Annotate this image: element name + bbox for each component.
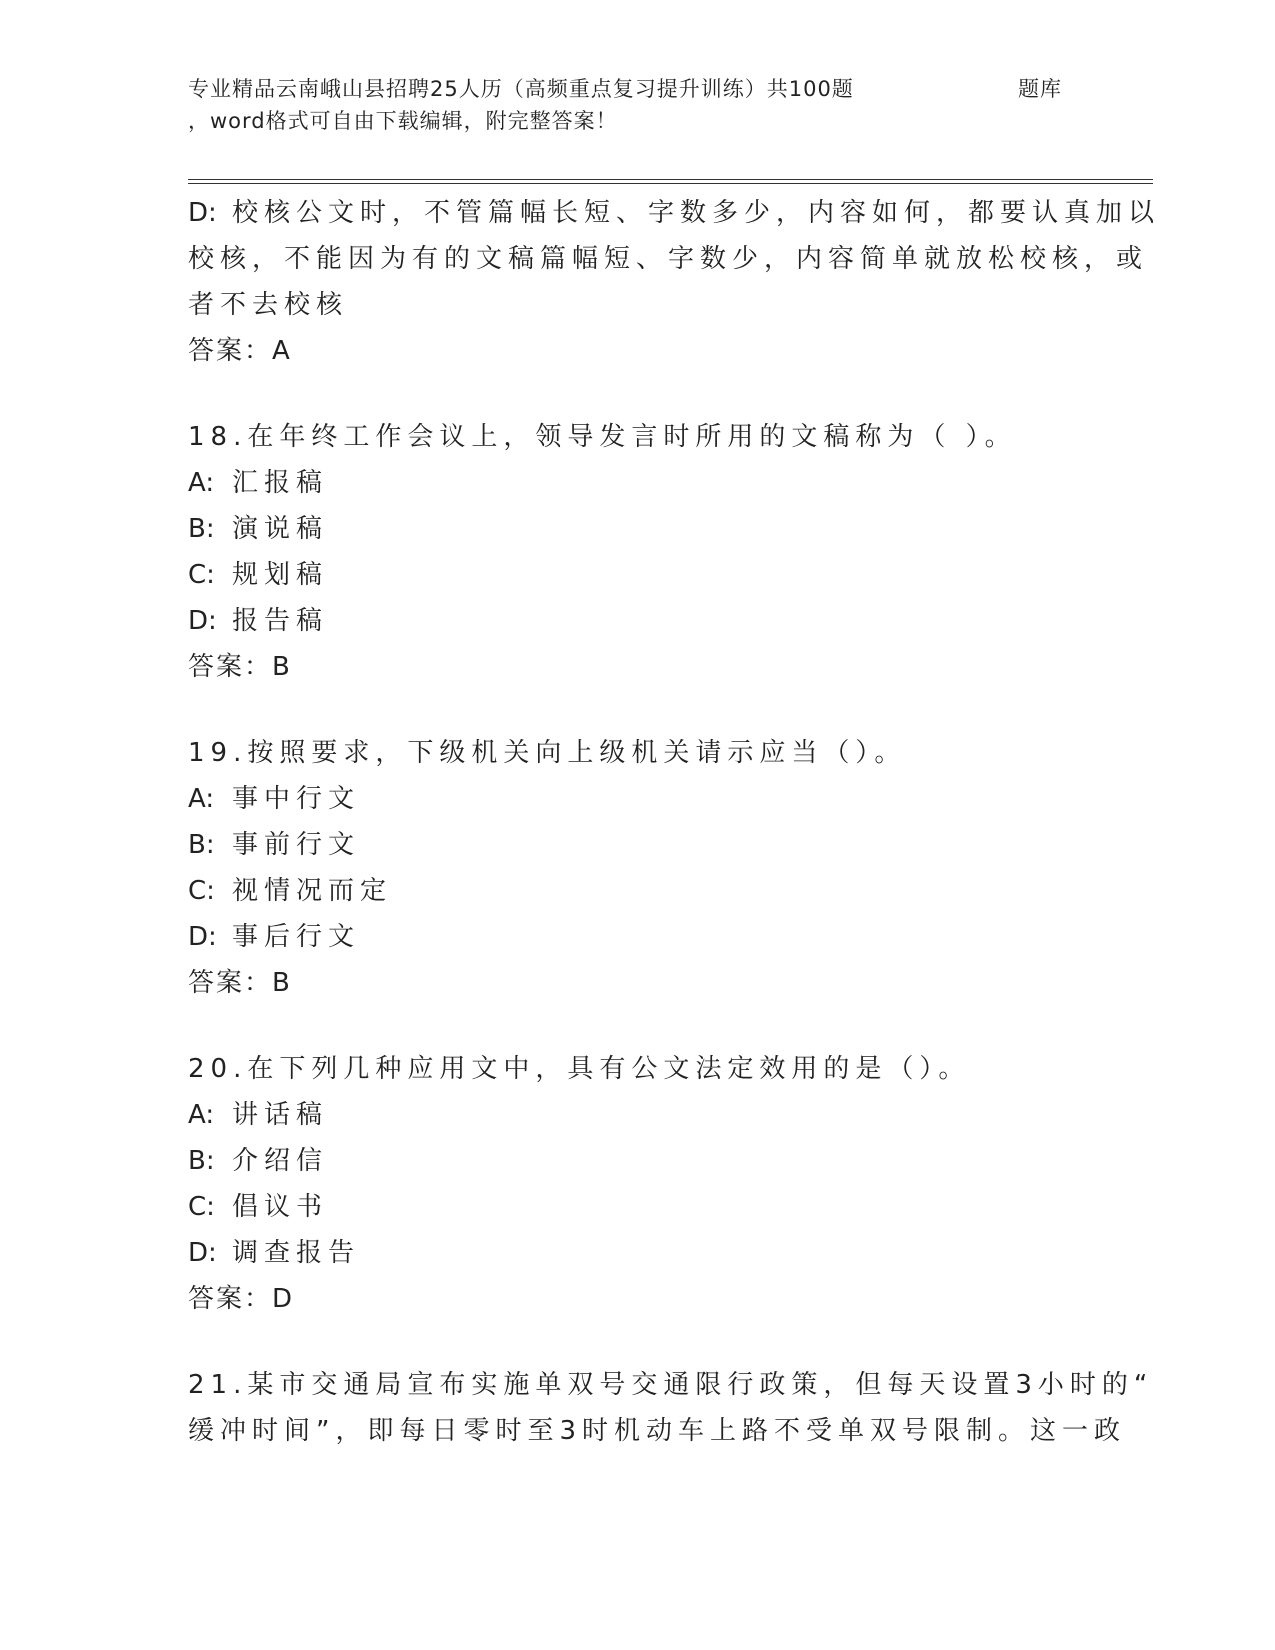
option-a	[188, 776, 1088, 822]
option-label: B:	[188, 514, 215, 544]
option-text: 汇报稿	[232, 468, 329, 498]
header-divider-top	[188, 179, 1153, 180]
option-text: 视情况而定	[232, 876, 393, 906]
question-stem: 18.在年终工作会议上，领导发言时所用的文稿称为（ ）。	[188, 422, 1017, 452]
option-label: B:	[188, 1146, 215, 1176]
option-b	[188, 822, 1088, 868]
option-c	[188, 868, 1088, 914]
option-text: 演说稿	[232, 514, 329, 544]
option-text: 报告稿	[232, 606, 329, 636]
option-a	[188, 1092, 1088, 1138]
option-c	[188, 552, 1088, 598]
option-continuation: 校核，不能因为有的文稿篇幅短、字数少，内容简单就放松校核，或	[188, 244, 1149, 274]
option-text: 事中行文	[232, 784, 361, 814]
option-c	[188, 1184, 1088, 1230]
option-label: D:	[188, 1238, 217, 1268]
question-stem: 19.按照要求，下级机关向上级机关请示应当（）。	[188, 738, 907, 768]
header-title: 专业精品云南峨山县招聘25人历（高频重点复习提升训练）共100题	[188, 77, 854, 101]
option-text: 规划稿	[232, 560, 329, 590]
option-d	[188, 1230, 1088, 1276]
option-b	[188, 506, 1088, 552]
answer-line: 答案：A	[188, 336, 292, 366]
question-stem-continuation: 缓冲时间”，即每日零时至3时机动车上路不受单双号限制。这一政	[188, 1416, 1127, 1446]
option-text: 介绍信	[232, 1146, 329, 1176]
question-19	[188, 730, 1088, 1006]
option-label: D:	[188, 606, 217, 636]
option-d	[188, 598, 1088, 644]
question-stem: 21.某市交通局宣布实施单双号交通限行政策，但每天设置3小时的“	[188, 1370, 1154, 1400]
question-18	[188, 414, 1088, 690]
answer-line: 答案：B	[188, 652, 292, 682]
option-text: 事前行文	[232, 830, 361, 860]
spacer	[188, 1006, 1088, 1046]
header-tag: 题库	[1018, 77, 1062, 101]
option-label: D:	[188, 922, 217, 952]
option-text: 倡议书	[232, 1192, 329, 1222]
option-d	[188, 914, 1088, 960]
answer-line: 答案：D	[188, 1284, 295, 1314]
option-text: 讲话稿	[232, 1100, 329, 1130]
question-stem: 20.在下列几种应用文中，具有公文法定效用的是（）。	[188, 1054, 971, 1084]
spacer	[188, 1322, 1088, 1362]
option-a	[188, 460, 1088, 506]
option-label: D:	[188, 198, 217, 228]
option-text: 校核公文时，不管篇幅长短、字数多少，内容如何，都要认真加以	[232, 198, 1161, 228]
option-label: C:	[188, 560, 215, 590]
option-label: C:	[188, 1192, 215, 1222]
option-label: C:	[188, 876, 215, 906]
option-text: 调查报告	[232, 1238, 361, 1268]
spacer	[188, 374, 1088, 414]
header-subtitle: ，word格式可自由下载编辑，附完整答案！	[188, 109, 618, 133]
option-label: B:	[188, 830, 215, 860]
page-header	[188, 73, 1088, 137]
answer-line: 答案：B	[188, 968, 292, 998]
spacer	[188, 690, 1088, 730]
header-divider-bottom	[188, 183, 1153, 184]
question-20	[188, 1046, 1088, 1322]
carryover-block	[188, 190, 1161, 374]
option-b	[188, 1138, 1088, 1184]
option-continuation: 者不去校核	[188, 290, 349, 320]
question-21	[188, 1362, 1154, 1454]
question-list	[188, 190, 1161, 1454]
option-text: 事后行文	[232, 922, 361, 952]
option-label: A:	[188, 1100, 215, 1130]
option-label: A:	[188, 784, 215, 814]
option-label: A:	[188, 468, 215, 498]
option-d	[188, 190, 1161, 236]
